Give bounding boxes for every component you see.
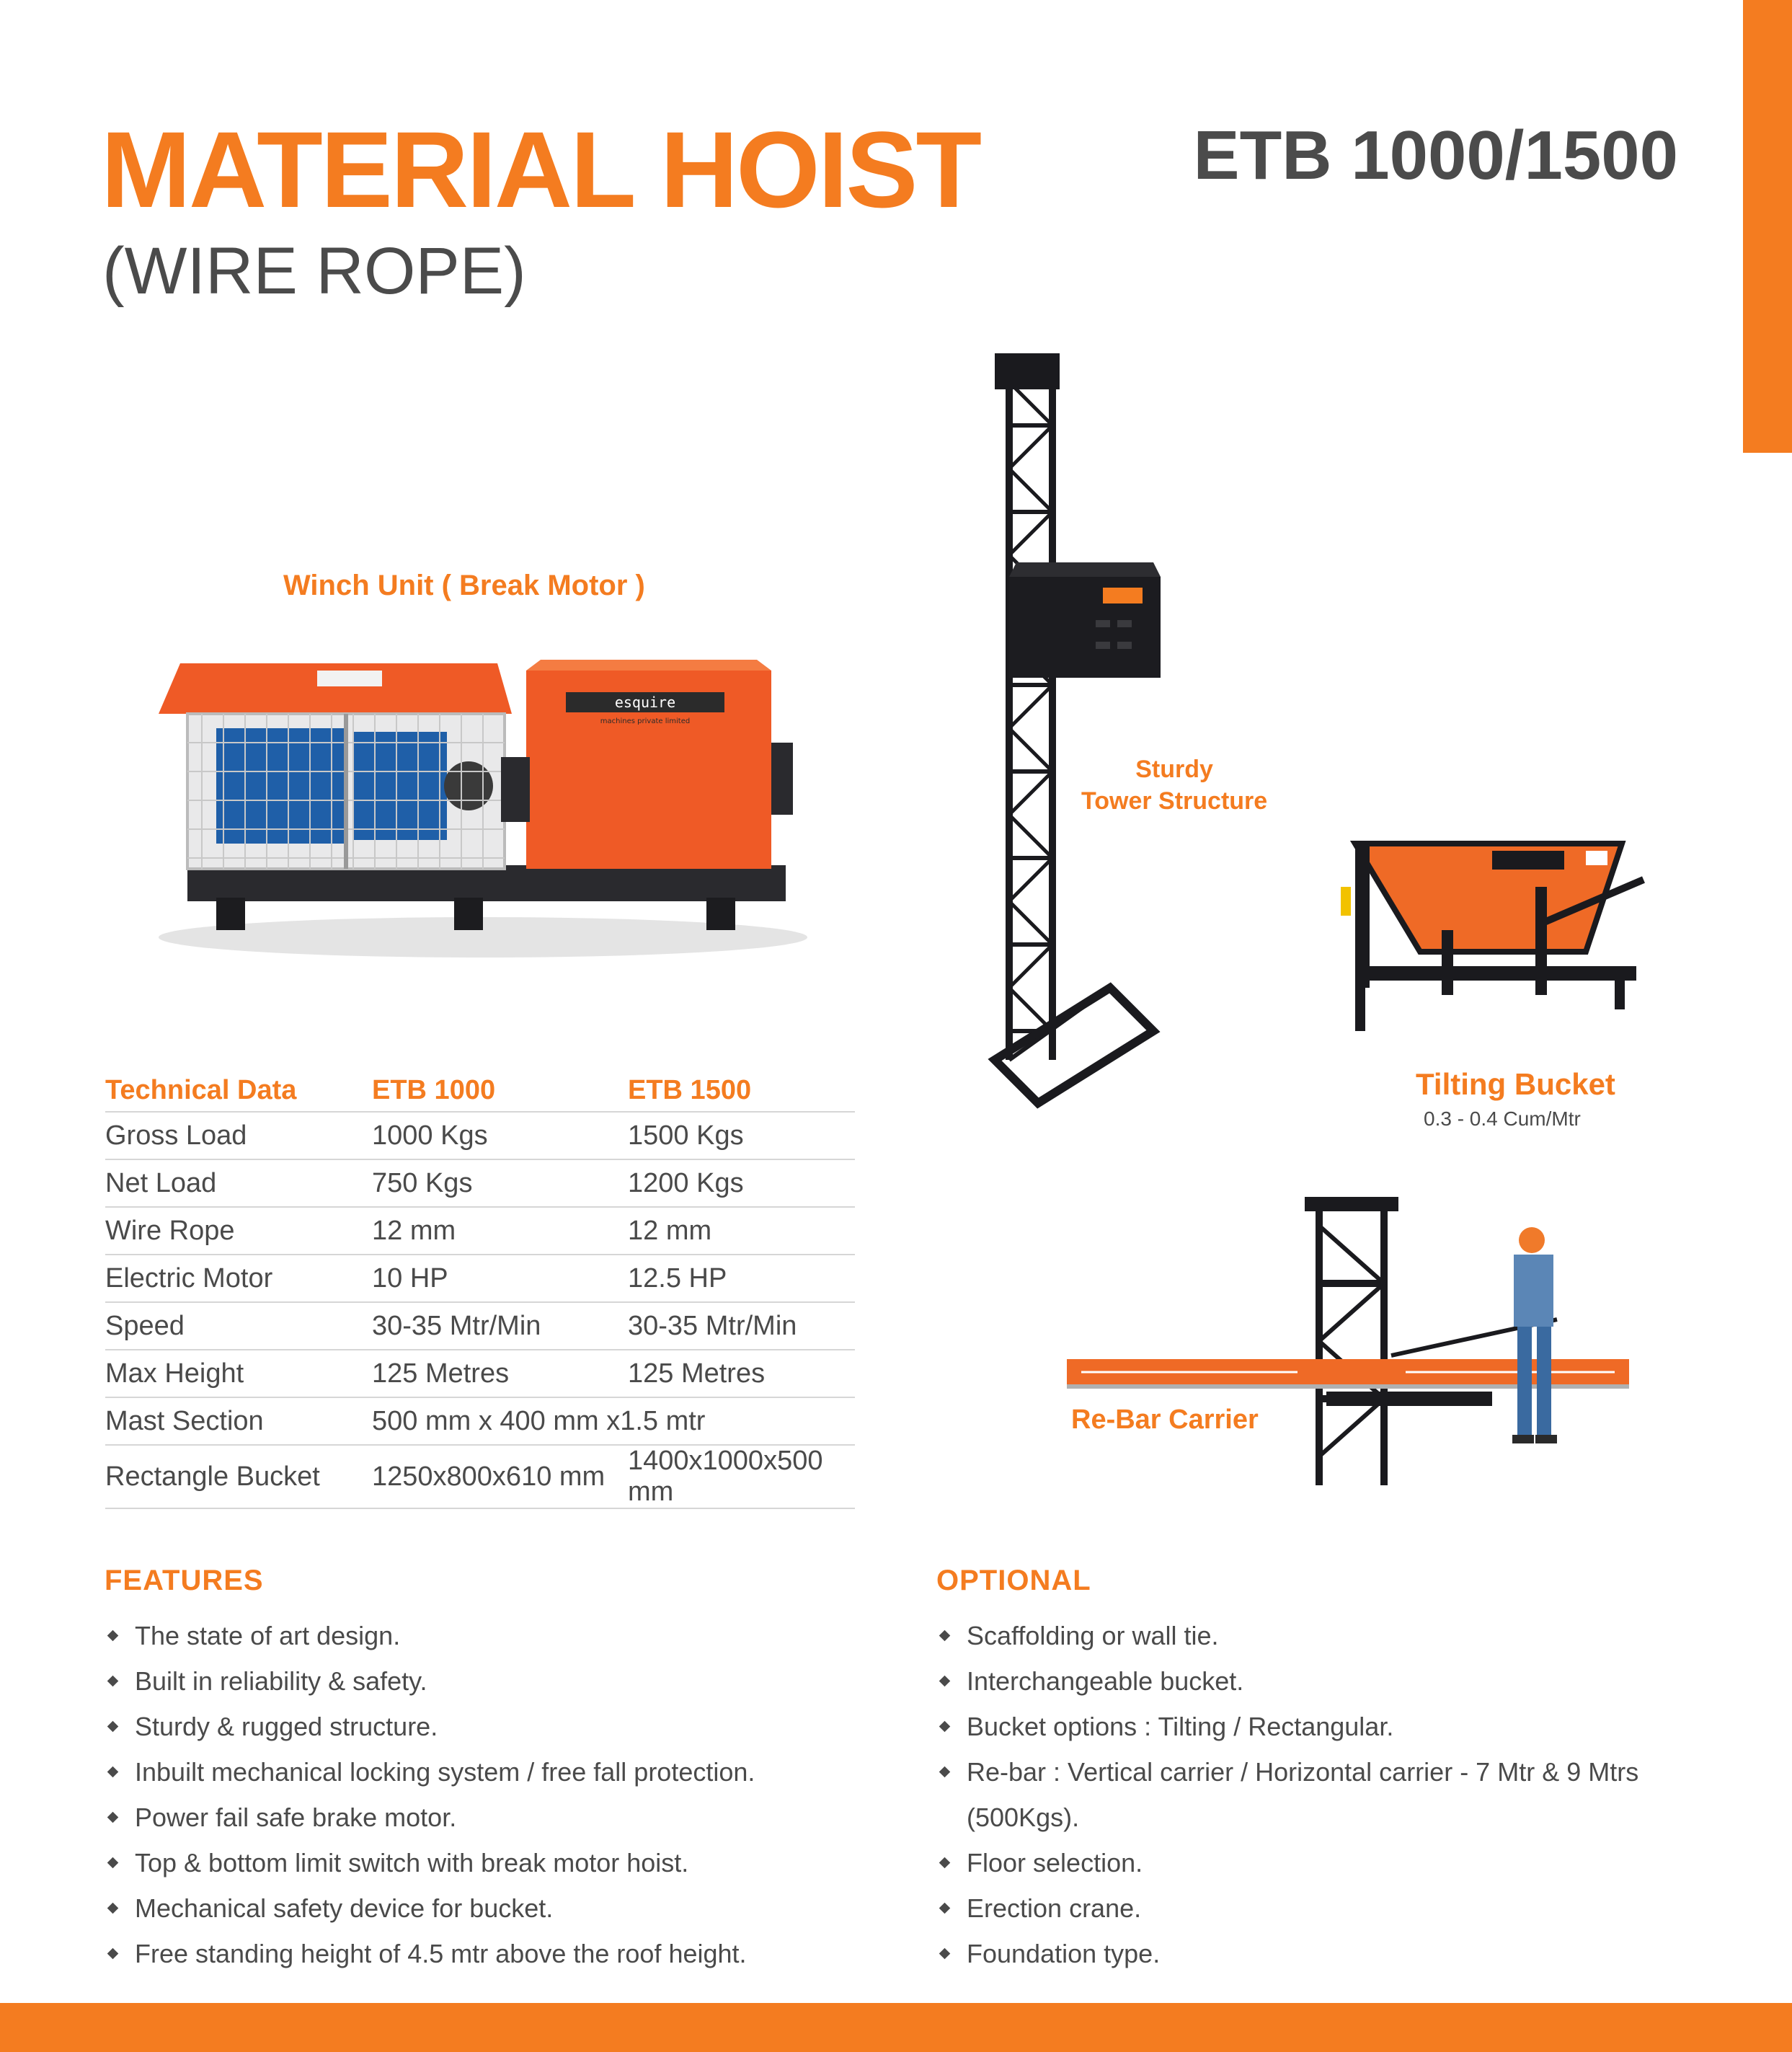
list-item-text: Floor selection.	[967, 1848, 1143, 1878]
list-item-text: Sturdy & rugged structure.	[135, 1712, 438, 1741]
bullet-icon	[107, 1903, 119, 1914]
list-item	[936, 1658, 1657, 1704]
list-item	[936, 1704, 1657, 1749]
table-cell: 125 Metres	[372, 1350, 628, 1397]
table-cell: 1400x1000x500 mm	[628, 1445, 855, 1508]
bucket-capacity: 0.3 - 0.4 Cum/Mtr	[1424, 1107, 1581, 1130]
table-header: Technical Data	[105, 1069, 372, 1112]
bullet-icon	[939, 1766, 951, 1778]
table-header: ETB 1000	[372, 1069, 628, 1112]
list-item	[936, 1840, 1657, 1885]
bullet-icon	[939, 1676, 951, 1687]
page-subtitle: (WIRE ROPE)	[102, 234, 526, 308]
table-row	[105, 1159, 855, 1207]
list-item-text: Erection crane.	[967, 1893, 1142, 1923]
model-number: ETB 1000/1500	[1193, 117, 1678, 194]
table-cell: Speed	[105, 1302, 372, 1350]
list-item	[936, 1749, 1657, 1795]
winch-brand-label: esquire	[614, 694, 676, 711]
page-title: MATERIAL HOIST	[101, 109, 980, 230]
list-item	[936, 1931, 1657, 1976]
table-cell: 30-35 Mtr/Min	[628, 1302, 855, 1350]
table-cell: 30-35 Mtr/Min	[372, 1302, 628, 1350]
optional-list	[936, 1613, 1657, 1976]
list-item-text: Bucket options : Tilting / Rectangular.	[967, 1712, 1394, 1741]
tower-caption-line2: Tower Structure	[1081, 787, 1268, 815]
table-cell: 1200 Kgs	[628, 1159, 855, 1207]
list-item	[105, 1840, 825, 1885]
list-item	[105, 1704, 825, 1749]
list-item-text: The state of art design.	[135, 1621, 401, 1650]
accent-bottom-bar	[0, 2003, 1792, 2052]
table-cell: 12 mm	[372, 1207, 628, 1255]
list-item	[105, 1749, 825, 1795]
list-item-text: Scaffolding or wall tie.	[967, 1621, 1219, 1650]
list-item	[936, 1885, 1657, 1931]
bullet-icon	[107, 1766, 119, 1778]
list-item	[105, 1658, 825, 1704]
winch-caption: Winch Unit ( Break Motor )	[283, 570, 645, 601]
table-cell: Mast Section	[105, 1397, 372, 1445]
table-row	[105, 1207, 855, 1255]
table-row	[105, 1445, 855, 1508]
table-row	[105, 1112, 855, 1159]
bullet-icon	[107, 1721, 119, 1733]
bucket-caption: Tilting Bucket	[1416, 1067, 1615, 1101]
tower-structure-image	[966, 339, 1168, 1118]
list-item-text: Free standing height of 4.5 mtr above the roof height.	[135, 1939, 747, 1968]
bullet-icon	[107, 1812, 119, 1823]
features-list	[105, 1613, 825, 1976]
list-item-text: Interchangeable bucket.	[967, 1666, 1244, 1696]
table-cell: Electric Motor	[105, 1255, 372, 1302]
table-cell: 12.5 HP	[628, 1255, 855, 1302]
bullet-icon	[107, 1857, 119, 1869]
bullet-icon	[107, 1948, 119, 1960]
table-cell: Max Height	[105, 1350, 372, 1397]
table-cell: Wire Rope	[105, 1207, 372, 1255]
list-item	[105, 1613, 825, 1658]
winch-brand-sublabel: machines private limited	[600, 717, 691, 725]
list-item-text: Top & bottom limit switch with break motor hoist.	[135, 1848, 689, 1878]
table-cell: 1000 Kgs	[372, 1112, 628, 1159]
table-header-row	[105, 1069, 855, 1112]
list-item-text: Mechanical safety device for bucket.	[135, 1893, 554, 1923]
accent-side-bar	[1743, 0, 1792, 453]
table-cell: 125 Metres	[628, 1350, 855, 1397]
table-cell: 750 Kgs	[372, 1159, 628, 1207]
list-item-text: Inbuilt mechanical locking system / free fall protection.	[135, 1757, 755, 1787]
table-cell: 12 mm	[628, 1207, 855, 1255]
rebar-caption: Re-Bar Carrier	[1071, 1405, 1259, 1435]
table-header: ETB 1500	[628, 1069, 855, 1112]
bullet-icon	[939, 1630, 951, 1642]
table-row	[105, 1397, 855, 1445]
bullet-icon	[107, 1630, 119, 1642]
list-item	[105, 1931, 825, 1976]
list-item-text: Foundation type.	[967, 1939, 1161, 1968]
tilting-bucket-image	[1341, 822, 1658, 1038]
table-cell: 1250x800x610 mm	[372, 1445, 628, 1508]
list-item-continuation	[936, 1795, 1657, 1840]
list-item-text: Re-bar : Vertical carrier / Horizontal carrier - 7 Mtr & 9 Mtrs	[967, 1757, 1639, 1787]
list-item	[105, 1885, 825, 1931]
table-cell: 10 HP	[372, 1255, 628, 1302]
table-cell: Rectangle Bucket	[105, 1445, 372, 1508]
list-item	[936, 1613, 1657, 1658]
technical-data-table	[105, 1069, 855, 1509]
winch-unit-image	[137, 649, 829, 966]
table-cell: 500 mm x 400 mm x1.5 mtr	[372, 1397, 855, 1445]
optional-heading: OPTIONAL	[936, 1565, 1091, 1596]
list-item-text: (500Kgs).	[967, 1803, 1080, 1832]
list-item-text: Power fail safe brake motor.	[135, 1803, 457, 1832]
list-item-text: Built in reliability & safety.	[135, 1666, 427, 1696]
table-cell: 1500 Kgs	[628, 1112, 855, 1159]
rebar-carrier-image	[1067, 1197, 1636, 1500]
list-item	[105, 1795, 825, 1840]
features-heading: FEATURES	[105, 1565, 264, 1596]
table-cell: Net Load	[105, 1159, 372, 1207]
tower-caption-line1: Sturdy	[1135, 756, 1213, 783]
table-row	[105, 1255, 855, 1302]
bullet-icon	[107, 1676, 119, 1687]
bullet-icon	[939, 1903, 951, 1914]
bullet-icon	[939, 1721, 951, 1733]
bullet-icon	[939, 1857, 951, 1869]
table-cell: Gross Load	[105, 1112, 372, 1159]
table-row	[105, 1302, 855, 1350]
table-row	[105, 1350, 855, 1397]
bullet-icon	[939, 1948, 951, 1960]
